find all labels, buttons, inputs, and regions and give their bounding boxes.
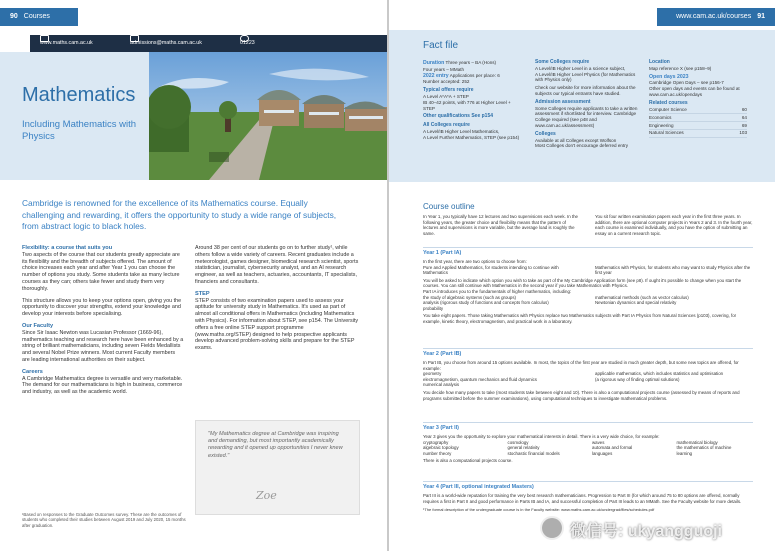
- list-item: probability: [423, 305, 444, 311]
- other-qualifications: Other qualifications See p154: [423, 113, 494, 120]
- list-item: geometry: [423, 371, 442, 377]
- left-page-header: [0, 8, 78, 26]
- course-outline-title: Course outline: [423, 202, 475, 211]
- intro-statement: Cambridge is renowned for the excellence of its Mathematics course. Equally challenging and rewarding, it offers the opportunity to study a wide range of subjects, from abstract logic to black holes.: [22, 198, 337, 231]
- year2-body: [423, 360, 753, 401]
- year1-body: [423, 259, 753, 325]
- outline-intro: [423, 214, 753, 236]
- building-photo: [149, 52, 387, 180]
- year1-para-4: You take eight papers. Those taking Mathematics with Physics replace two Mathematics subjects with Part IA Physics from Natural Sciences (p103), covering, for example, kinetic theory, electromagnetism, and practical work in a laboratory.: [423, 313, 737, 324]
- faculty-heading: Our Faculty: [22, 322, 54, 329]
- year3-para-1: Year 3 gives you the opportunity to explore your mathematical interests in detail. There is a very wide choice, for example:: [423, 434, 660, 439]
- offer-ib: IB 40–42 points, with 776 at Higher Level + STEP: [423, 99, 511, 111]
- all-colleges-label: All Colleges require: [423, 122, 470, 129]
- fact-column-2: [535, 60, 639, 149]
- open-days-2[interactable]: Other open days and events can be found at www.cam.ac.uk/opendays: [649, 86, 740, 97]
- offer-alevel: A Level A*A*A + STEP: [423, 93, 469, 99]
- colleges-2: Most Colleges don't encourage deferred entry: [535, 143, 629, 149]
- quote-text: "My Mathematics degree at Cambridge was inspiring and demanding, but most importantly academically rewarding and it opened up opportunities I never knew existed.": [208, 431, 343, 459]
- related-courses-table: [649, 107, 747, 138]
- year1-para-1: In the first year, there are two options to choose from:: [423, 259, 527, 264]
- duration-label: Duration: [423, 60, 445, 66]
- right-page: [389, 0, 775, 551]
- left-page: [0, 0, 387, 551]
- page-title: Mathematics: [22, 84, 136, 106]
- related-course-name: Economics: [649, 114, 730, 122]
- year1-option-1: Pure and Applied Mathematics, for students intending to continue with Mathematics: [423, 264, 559, 276]
- year1-heading: Year 1 (Part IA): [423, 247, 753, 256]
- list-item: waves: [592, 439, 605, 445]
- related-course-page: 103: [730, 129, 747, 137]
- left-column-2: [195, 245, 360, 352]
- outline-para-2: You sit four written examination papers each year in the first three years. In addition, there are optional computer projects in Years 2 and 3. In the fourth year, each course is examined individually, and you have the option of submitting an essay on a current research topic.: [595, 214, 753, 236]
- flexibility-para-2: This structure allows you to keep your options open, giving you the opportunity to discover your strengths, extend your knowledge and develop your interests before specialising.: [22, 297, 182, 318]
- related-label: Related courses: [649, 99, 688, 106]
- list-item: applicable mathematics, which includes statistics and optimisation: [595, 371, 724, 377]
- colleges-1: Available at all Colleges except Wolfson: [535, 137, 617, 143]
- page-number: 90: [10, 13, 18, 20]
- related-course-page: 64: [730, 114, 747, 122]
- related-course-page: 60: [730, 107, 747, 114]
- careers-para-2: Around 38 per cent of our students go on to further study¹, while others follow a wide variety of careers. Recent graduates include a meteorologist, games designer, biomedical research scientist, sports statistician, journalist, cybersecurity analyst, and an AI research engineer, as well as teachers, actuaries, accountants, IT specialists, financiers and consultants.: [195, 245, 359, 285]
- year4-body: [423, 493, 753, 513]
- list-item: mathematical methods (such as vector calculus): [595, 294, 689, 300]
- list-item: analysis (rigorous study of functions and concepts from calculus): [423, 300, 549, 306]
- website-link[interactable]: www.maths.cam.ac.uk: [40, 40, 93, 46]
- contact-bar: [30, 35, 387, 52]
- entry-label: 2022 entry: [423, 72, 449, 79]
- colleges-label: Colleges: [535, 130, 556, 137]
- list-item: Newtonian dynamics and special relativity: [595, 300, 677, 306]
- list-item: general relativity: [507, 445, 540, 451]
- year3-para-2: There is also a computational projects course.: [423, 458, 513, 464]
- related-course-name: Natural Sciences: [649, 129, 730, 137]
- related-course-name: Computer Science: [649, 107, 730, 114]
- list-item: mathematical biology: [676, 439, 718, 445]
- year3-topics: [423, 440, 753, 457]
- all-colleges-1: A Level/IB Higher Level Mathematics,: [423, 128, 500, 134]
- list-item: electromagnetism, quantum mechanics and fluid dynamics: [423, 376, 537, 382]
- watermark-text: 微信号: ukyangguoji: [570, 523, 723, 540]
- list-item: languages: [592, 450, 613, 456]
- right-page-header: [657, 8, 775, 26]
- year2-heading: Year 2 (Part IB): [423, 348, 753, 357]
- quote-signature: Zoe: [256, 488, 277, 502]
- list-item: the study of algebraic systems (such as groups): [423, 294, 516, 300]
- year4-para-1: Part III is a world-wide reputation for training the very best research mathematicians. Progression to Part III (for which around 75 to 80 options are offered, normally requires a first in Part II and good performance in Parts IB and IA, and successful completion of Part III leads to an MMath. See the Faculty website for more details.: [423, 493, 742, 504]
- related-course-name: Engineering: [649, 122, 730, 130]
- email-link[interactable]: admissions@maths.cam.ac.uk: [130, 40, 202, 46]
- year1-option-2: Mathematics with Physics, for students who may want to study Physics after the first year: [595, 264, 751, 276]
- table-row[interactable]: [649, 129, 747, 137]
- table-row[interactable]: [649, 114, 747, 122]
- list-item: automata and formal: [592, 445, 633, 451]
- year1-para-2: You will be asked to indicate which option you wish to take as part of the My Cambridge Application form (see p8). If ought it's possible to change when you start the courses. You can still continue with Mathematics in the second year if you take Mathematics with Physics.: [423, 277, 742, 289]
- open-days-label: Open days 2023: [649, 73, 689, 80]
- list-item: learning: [676, 450, 693, 456]
- list-item: (a rigorous way of finding optimal solutions): [595, 376, 680, 382]
- list-item: the mathematics of machine: [676, 445, 732, 451]
- related-course-page: 69: [730, 122, 747, 130]
- some-colleges-2: A Level/IB Higher Level Physics (for Mathematics with Physics only): [535, 71, 636, 83]
- year4-footnote: ¹The formal description of the undergraduate course is in the Faculty website: www.maths.cam.ac.uk/undergrad/files/schedules.pdf: [423, 507, 655, 513]
- page-number: 91: [757, 13, 765, 20]
- page-subtitle: Including Mathematics with Physics: [22, 119, 137, 142]
- list-item: number theory: [423, 450, 452, 456]
- faculty-para: Since Sir Isaac Newton was Lucasian Professor (1669-96), mathematics teaching and research here have been enhanced by a string of brilliant mathematicians, including seven Fields Medallists and several Nobel Prize winners. Most current Faculty members are leading international authorities on their subject.: [22, 329, 184, 363]
- entry-value-2: Number accepted: 252: [423, 79, 470, 85]
- some-colleges-label: Some Colleges require: [535, 59, 590, 65]
- year4-heading: Year 4 (Part III, optional integrated Masters): [423, 481, 753, 490]
- fact-file-title: Fact file: [423, 40, 459, 51]
- section-label: Courses: [23, 13, 50, 20]
- year1-para-3: Part IA introduces you to the fundamentals of higher mathematics, including:: [423, 288, 572, 294]
- year3-heading: Year 3 (Part II): [423, 422, 753, 431]
- list-item: cryptography: [423, 439, 449, 445]
- step-heading: STEP: [195, 290, 210, 297]
- fact-file-panel: [389, 30, 775, 182]
- duration-value: Three years – BA (Hons): [445, 60, 497, 65]
- admission-label: Admission assessment: [535, 98, 591, 105]
- list-item: algebraic topology: [423, 445, 459, 451]
- outline-para-1: In Year 1, you typically have 12 lectures and two supervisions each week. In the following years, the greater choice and flexibility means that the pattern of lectures and supervisions is more variable, but the average load is roughly the same.: [423, 214, 578, 236]
- careers-para: A Cambridge Mathematics degree is versatile and very marketable. The demand for our mathematicians is high in business, commerce and industry, as well as the academic world.: [22, 375, 183, 396]
- location-value: Map reference X (see p158–9): [649, 65, 712, 71]
- footnote: ¹Based on responses to the Graduate Outcomes survey. These are the outcomes of students who completed their studies between August 2019 and July 2020, 15 months after graduation.: [22, 512, 186, 528]
- list-item: cosmology: [507, 439, 529, 445]
- student-quote: [195, 420, 360, 515]
- offers-label: Typical offers require: [423, 87, 474, 94]
- year1-options: [423, 265, 753, 276]
- section-url[interactable]: www.cam.ac.uk/courses: [676, 13, 752, 20]
- fact-column-3: [649, 60, 753, 138]
- list-item: stochastic financial models: [507, 450, 560, 456]
- year3-body: [423, 434, 753, 464]
- year1-topics: [423, 295, 753, 312]
- year2-para-1: In Part IB, you choose from around 15 options available. In most, the topics of the first year are studied in much greater depth, but some new topics are offered, for example:: [423, 360, 739, 371]
- admission-text: Some Colleges require applicants to take a written assessment if shortlisted for interview. Cambridge College required (see p48 and www.cam.ac.uk/assessment): [535, 105, 638, 128]
- year2-topics: [423, 371, 753, 388]
- table-row[interactable]: [649, 122, 747, 130]
- watermark: [540, 512, 775, 551]
- left-column-1: [22, 245, 184, 396]
- wechat-logo-icon: [540, 516, 564, 540]
- some-colleges-3: Check our website for more information about the subjects our typical entrants have studied.: [535, 85, 636, 96]
- building-photo-image: [149, 52, 387, 180]
- location-label: Location: [649, 59, 670, 65]
- some-colleges-1: A Level/IB Higher Level in a science subject,: [535, 65, 626, 71]
- fact-column-1: [423, 60, 523, 141]
- table-row[interactable]: [649, 107, 747, 114]
- list-item: numerical analysis: [423, 382, 460, 388]
- duration-value-2: Four years – MMath: [423, 66, 465, 72]
- all-colleges-2: A Level Further Mathematics, STEP (see p154): [423, 134, 520, 140]
- step-para: STEP consists of two examination papers used to assess your aptitude for university study in Mathematics. It's used as part of almost all conditional offers in Mathematics (including Mathematics with Physics). For information about STEP, see p154. The University offers a free online STEP support programme (www.maths.org/STEP) designed to help prospective applicants develop advanced problem-solving skills and prepare for the STEP exams.: [195, 297, 359, 352]
- careers-heading: Careers: [22, 368, 43, 375]
- entry-value-1: Applications per place: 6: [449, 72, 500, 78]
- open-days-1: Cambridge Open Days – see p156-7: [649, 80, 724, 86]
- flexibility-para-1: Two aspects of the course that our students greatly appreciate are its flexibility and the breadth of subjects offered. The amount of choice increases each year and after Year 1 you can choose the number of options you study. Some students take as many lecture courses as they can; others take fewer and study them very thoroughly.: [22, 251, 180, 292]
- year2-para-2: You decide how many papers to take (most students take between eight and 10). There is also a computational projects course (assessed by means of reports and programs submitted before the summer examinations), using computational techniques to investigate mathematical problems.: [423, 389, 740, 401]
- phone-number: 01223: [240, 40, 255, 46]
- flexibility-heading: Flexibility: a course that suits you: [22, 245, 113, 251]
